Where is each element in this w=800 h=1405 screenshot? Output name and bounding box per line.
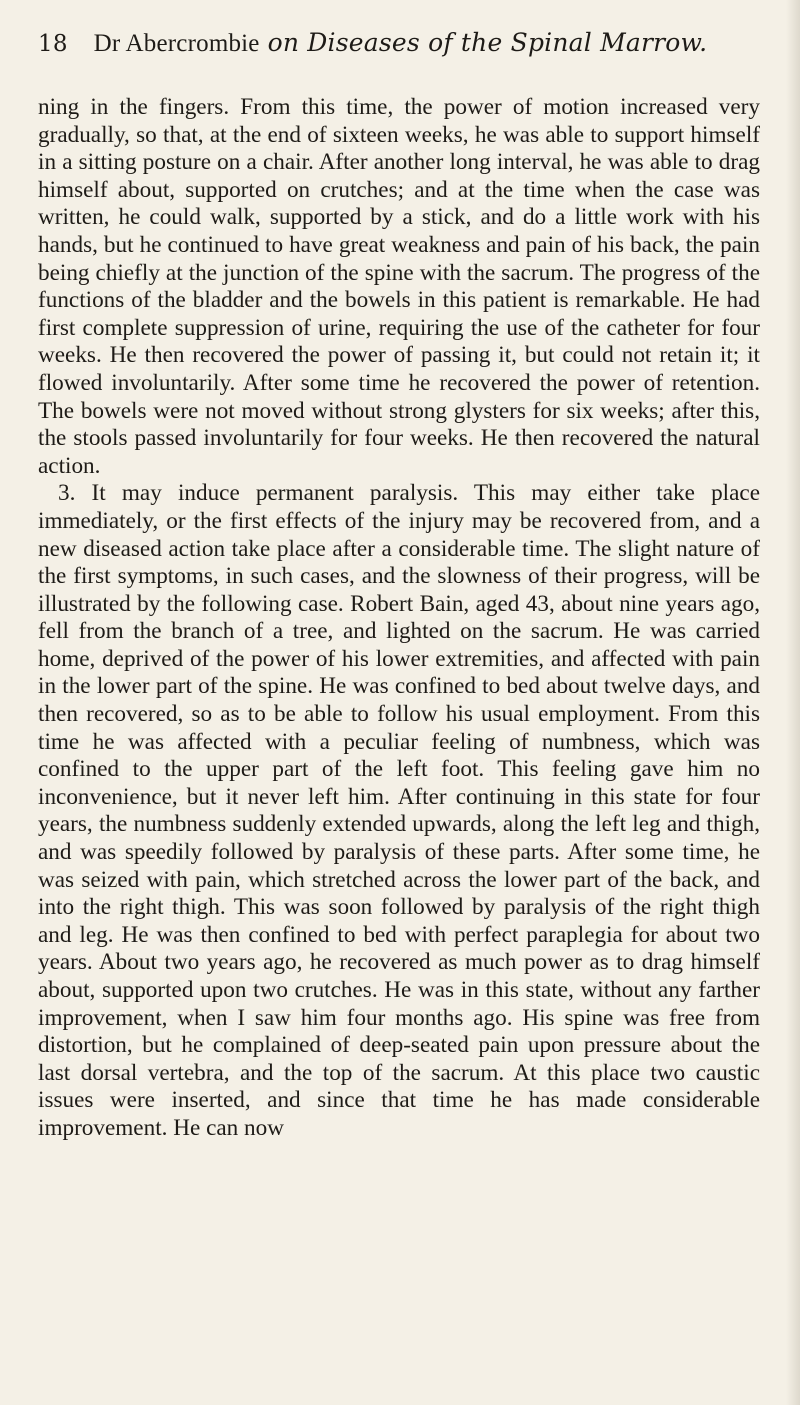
running-head-author: Dr Abercrombie	[93, 30, 260, 57]
page-edge-shadow	[786, 0, 800, 1405]
paragraph-case-3: 3. It may induce permanent paralysis. This may either take place immediately, or the first effects of the injury may be recovered from, and a new diseased action take place after a considerable time. The slight nature of the first symptoms, in such cases, and the slowness of their progress, will be illustrated by the following case. Robert Bain, aged 43, about nine years ago, fell from the branch of a tree, and lighted on the sacrum. He was carried home, deprived of the power of his lower extremities, and affected with pain in the lower part of the spine. He was confined to bed about twelve days, and then recovered, so as to be able to follow his usual employment. From this time he was affected with a peculiar feeling of numbness, which was confined to the upper part of the left foot. This feeling gave him no inconvenience, but it never left him. After continuing in this state for four years, the numbness suddenly extended upwards, along the left leg and thigh, and was speedily followed by paralysis of these parts. After some time, he was seized with pain, which stretched across the lower part of the back, and into the right thigh. This was soon followed by paralysis of the right thigh and leg. He was then confined to bed with perfect paraplegia for about two years. About two years ago, he recovered as much power as to drag himself about, supported upon two crutches. He was in this state, without any farther improvement, when I saw him four months ago. His spine was free from distortion, but he complained of deep-seated pain upon pressure about the last dorsal vertebra, and the top of the sacrum. At this place two caustic issues were inserted, and since that time he has made considerable improvement. He can now	[38, 480, 760, 1141]
running-head	[38, 28, 760, 72]
body-text	[38, 94, 760, 1143]
page-number: 18	[38, 31, 68, 57]
running-head-title: on Diseases of the Spinal Marrow.	[267, 28, 708, 57]
paragraph-continuation: ning in the fingers. From this time, the power of motion increased very gradually, so that, at the end of sixteen weeks, he was able to support himself in a sitting posture on a chair. After another long interval, he was able to drag himself about, supported on crutches; and at the time when the case was written, he could walk, supported by a stick, and do a little work with his hands, but he continued to have great weakness and pain of his back, the pain being chiefly at the junction of the spine with the sacrum. The progress of the functions of the bladder and the bowels in this patient is remarkable. He had first complete suppression of urine, requiring the use of the catheter for four weeks. He then recovered the power of passing it, but could not retain it; it flowed involuntarily. After some time he recovered the power of retention. The bowels were not moved without strong glysters for six weeks; after this, the stools passed involuntarily for four weeks. He then recovered the natural action.	[38, 94, 760, 479]
